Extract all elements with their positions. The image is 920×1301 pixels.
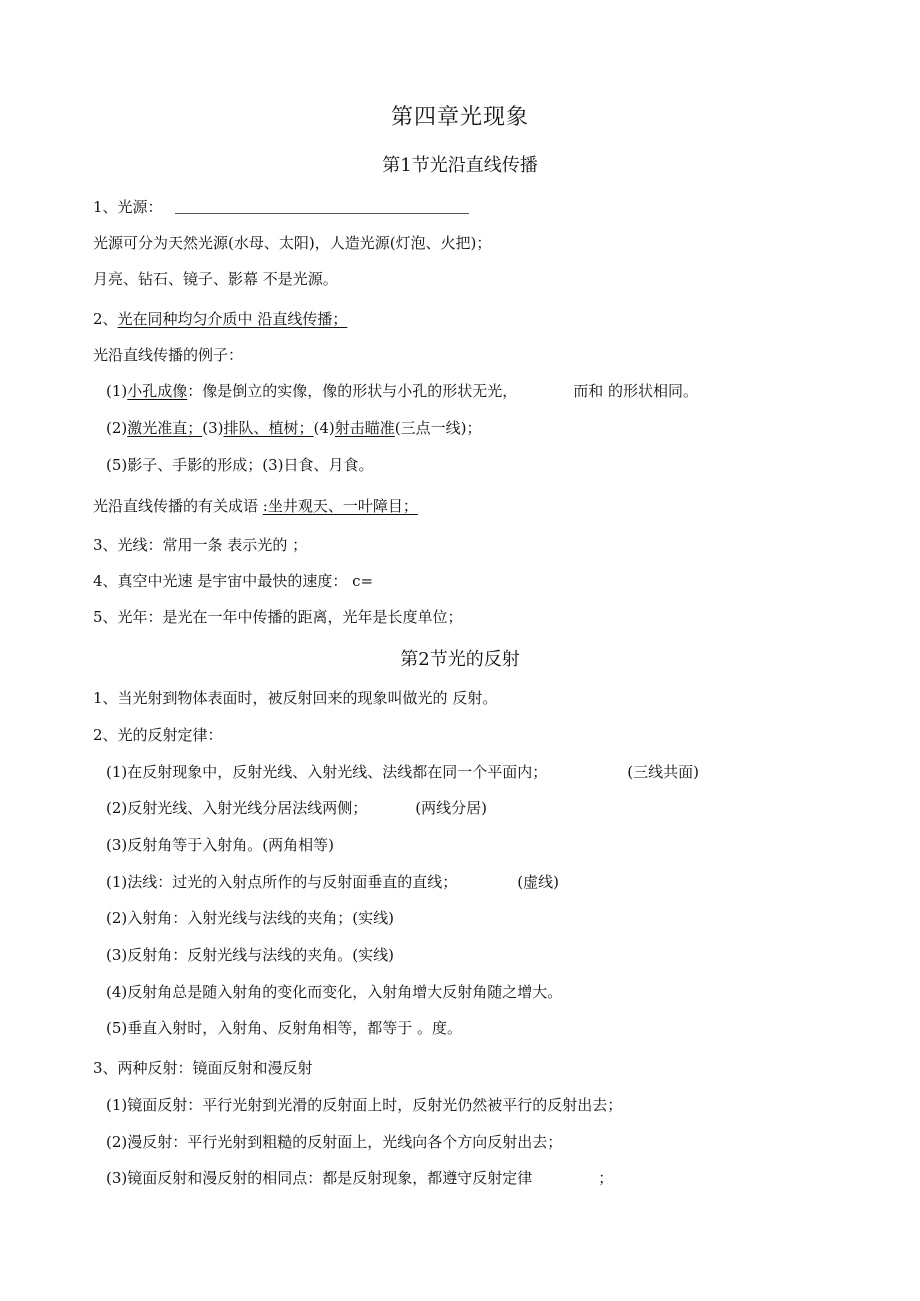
law-line	[106, 798, 487, 818]
example-number: (3)	[202, 419, 224, 437]
example-line	[106, 418, 482, 438]
underlined-text: 光在同种均匀介质中 沿直线传播；	[117, 310, 348, 328]
paragraph: 光沿直线传播的例子：	[93, 346, 244, 364]
example-line	[106, 381, 698, 401]
definition-text: (1)法线：过光的入射点所作的与反射面垂直的直线；	[106, 873, 458, 891]
rectilinear-propagation-item	[93, 309, 347, 329]
law-line: (3)反射角等于入射角。(两角相等)	[106, 836, 334, 854]
law-line	[106, 762, 699, 782]
idiom-line	[93, 496, 418, 516]
paragraph: 月亮、钻石、镜子、影幕 不是光源。	[93, 270, 338, 288]
reflection-definition-item: 1、当光射到物体表面时，被反射回来的现象叫做光的 反射。	[93, 689, 498, 707]
law-text: (1)在反射现象中，反射光线、入射光线、法线都在同一个平面内；	[106, 763, 548, 781]
chapter-title: 第四章光现象	[390, 105, 529, 130]
example-text: (三点一线)；	[394, 419, 482, 437]
example-number: (2)	[106, 419, 128, 437]
paragraph: 光源可分为天然光源(水母、太阳)，人造光源(灯泡、火把)；	[93, 234, 492, 252]
example-number: (1)	[106, 382, 128, 400]
definition-note: (虚线)	[517, 873, 559, 891]
underlined-text: :坐井观天、一叶障目；	[262, 497, 418, 515]
example-text: 而和 的形状相同。	[573, 382, 699, 400]
reflection-law-heading: 2、光的反射定律：	[93, 726, 223, 744]
underlined-text: 排队、植树；	[223, 419, 314, 437]
law-note: (三线共面)	[627, 763, 699, 781]
law-text: (2)反射光线、入射光线分居法线两侧；	[106, 799, 368, 817]
section-title-2: 第2节光的反射	[400, 649, 520, 670]
definition-line: (5)垂直入射时，入射角、反射角相等，都等于 。度。	[106, 1019, 463, 1037]
law-note: (两线分居)	[415, 799, 487, 817]
example-line: (5)影子、手影的形成；(3)日食、月食。	[106, 456, 374, 474]
two-reflections-heading: 3、两种反射：镜面反射和漫反射	[93, 1059, 313, 1077]
underlined-text: 激光准直；	[127, 419, 203, 437]
fill-in-blank	[175, 213, 469, 214]
underlined-text: 射击瞄准	[334, 419, 395, 437]
light-ray-item: 3、光线：常用一条 表示光的 ；	[93, 536, 308, 554]
definition-line: (4)反射角总是随入射角的变化而变化，入射角增大反射角随之增大。	[106, 983, 563, 1001]
reflection-text-end: ；	[598, 1169, 614, 1187]
definition-line	[106, 872, 559, 892]
example-number: (4)	[313, 419, 335, 437]
reflection-text: (3)镜面反射和漫反射的相同点：都是反射现象，都遵守反射定律	[106, 1169, 533, 1187]
light-source-item: 1、光源：	[93, 198, 163, 216]
definition-line: (3)反射角：反射光线与法线的夹角。(实线)	[106, 946, 394, 964]
speed-of-light-item: 4、真空中光速 是宇宙中最快的速度： c=	[93, 572, 374, 590]
reflection-type-line	[106, 1168, 613, 1188]
reflection-type-line: (2)漫反射：平行光射到粗糙的反射面上，光线向各个方向反射出去；	[106, 1133, 563, 1151]
idiom-label: 光沿直线传播的有关成语	[93, 497, 263, 515]
light-year-item: 5、光年：是光在一年中传播的距离，光年是长度单位；	[93, 608, 463, 626]
example-text: ：像是倒立的实像，像的形状与小孔的形状无光，	[187, 382, 518, 400]
reflection-type-line: (1)镜面反射：平行光射到光滑的反射面上时，反射光仍然被平行的反射出去；	[106, 1096, 623, 1114]
underlined-text: 小孔成像	[127, 382, 188, 400]
definition-line: (2)入射角：入射光线与法线的夹角；(实线)	[106, 909, 394, 927]
section-title-1: 第1节光沿直线传播	[382, 155, 538, 176]
item-number: 2、	[93, 310, 118, 328]
